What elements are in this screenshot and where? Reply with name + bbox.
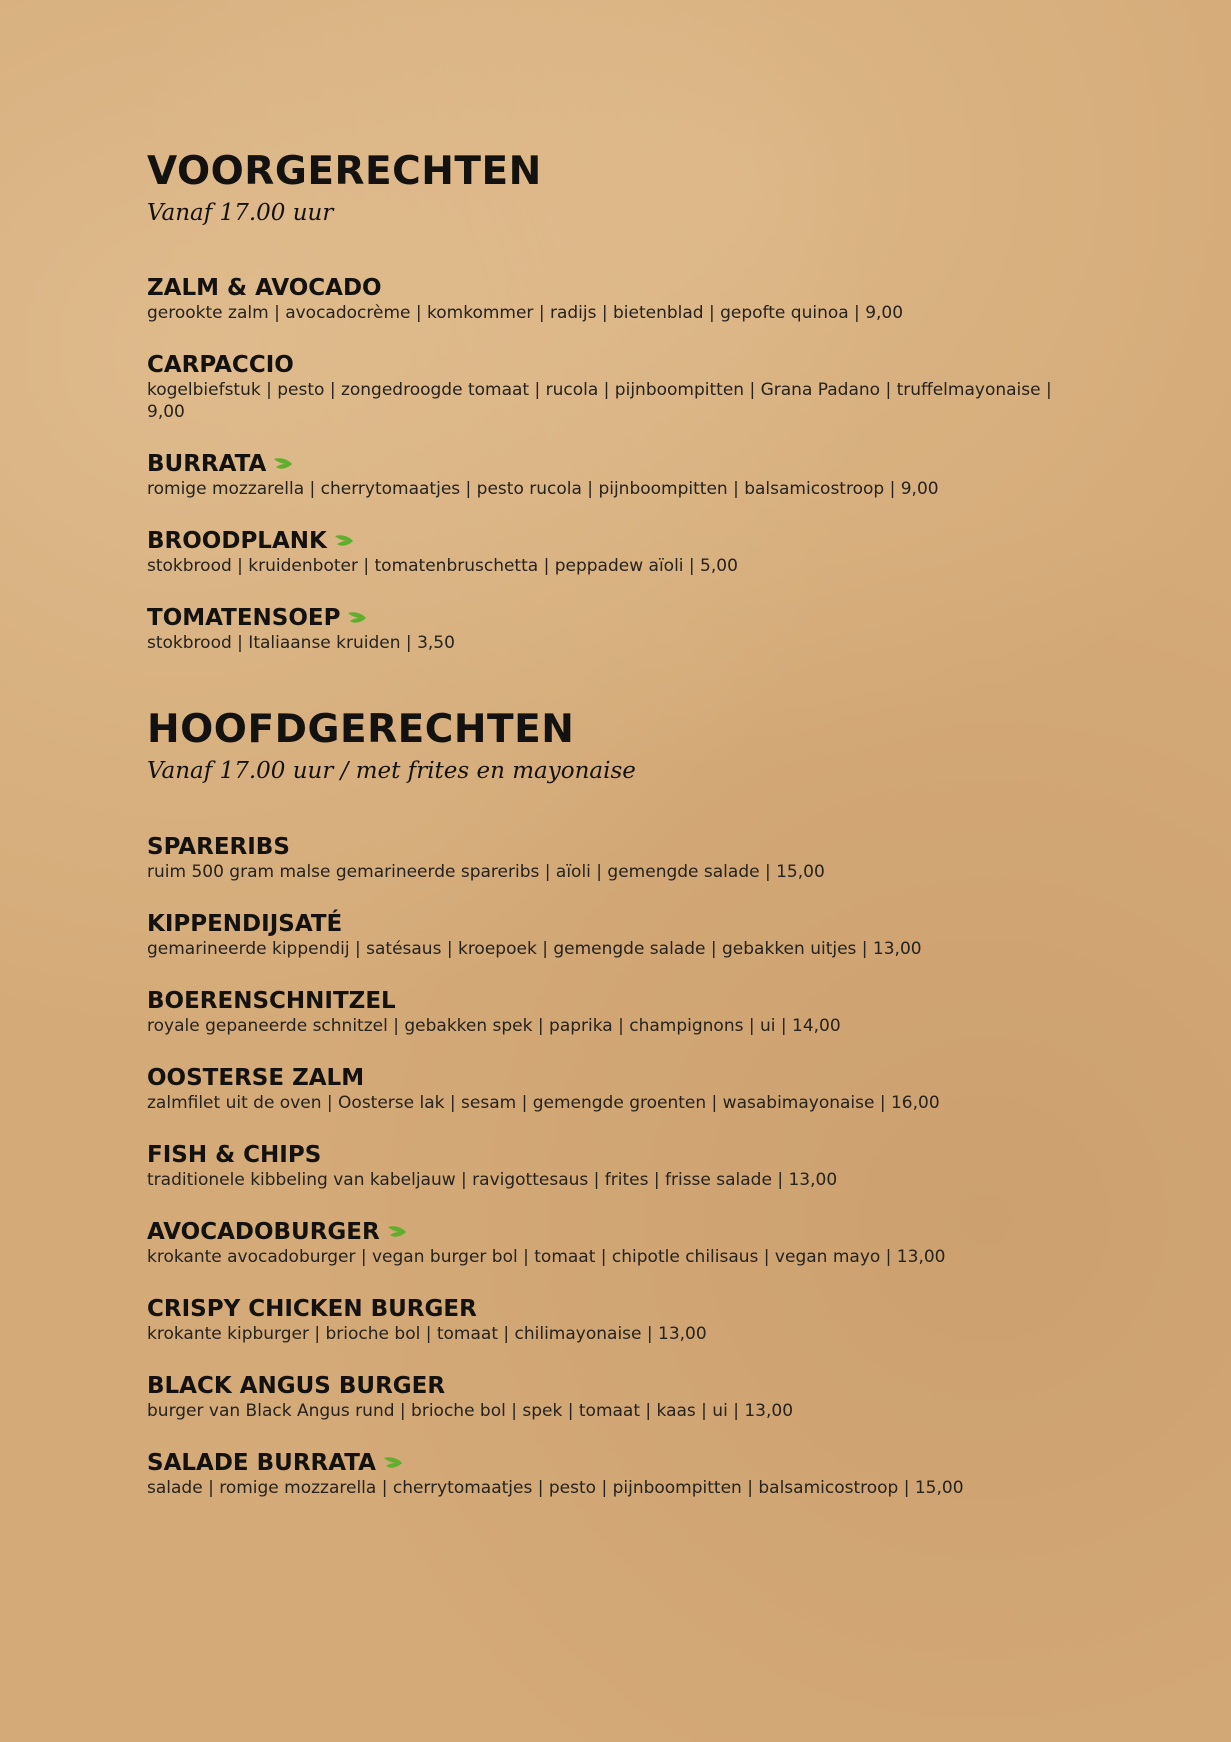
section-title: HOOFDGERECHTEN: [147, 707, 575, 752]
menu-item-name-text: CARPACCIO: [147, 352, 294, 378]
menu-item-description: gemarineerde kippendij | satésaus | kroepoek | gemengde salade | gebakken uitjes | 13,00: [147, 939, 922, 959]
leaf-icon: [347, 611, 367, 625]
menu-item-description: ruim 500 gram malse gemarineerde spareribs | aïoli | gemengde salade | 15,00: [147, 862, 825, 882]
menu-item-name: [147, 527, 1087, 555]
menu-item: [147, 1141, 1087, 1191]
menu-item-name-text: AVOCADOBURGER: [147, 1219, 380, 1245]
menu-item-description: royale gepaneerde schnitzel | gebakken spek | paprika | champignons | ui | 14,00: [147, 1016, 841, 1036]
menu-item-name: [147, 910, 1087, 938]
menu-item-name: [147, 987, 1087, 1015]
leaf-icon: [334, 534, 354, 548]
menu-item-description: krokante avocadoburger | vegan burger bol | tomaat | chipotle chilisaus | vegan mayo | 13,00: [147, 1247, 946, 1267]
menu-item-name-text: BLACK ANGUS BURGER: [147, 1373, 446, 1399]
menu-item-description: gerookte zalm | avocadocrème | komkommer | radijs | bietenblad | gepofte quinoa | 9,00: [147, 303, 904, 323]
section-voorgerechten: [147, 148, 1087, 654]
menu-page: [147, 148, 1087, 1526]
menu-item-description: stokbrood | kruidenboter | tomatenbruschetta | peppadew aïoli | 5,00: [147, 556, 738, 576]
menu-item-name: [147, 833, 1087, 861]
menu-item: [147, 604, 1087, 654]
leaf-icon: [273, 457, 293, 471]
menu-item: [147, 351, 1087, 423]
menu-item-description: krokante kipburger | brioche bol | tomaat | chilimayonaise | 13,00: [147, 1324, 707, 1344]
menu-item: [147, 1295, 1087, 1345]
menu-item-description: zalmfilet uit de oven | Oosterse lak | sesam | gemengde groenten | wasabimayonaise | 16,00: [147, 1093, 940, 1113]
menu-item-name: [147, 1141, 1087, 1169]
menu-item-description: stokbrood | Italiaanse kruiden | 3,50: [147, 633, 455, 653]
menu-item: [147, 1218, 1087, 1268]
menu-item-description: romige mozzarella | cherrytomaatjes | pesto rucola | pijnboompitten | balsamicostroop | 9,00: [147, 479, 939, 499]
menu-item: [147, 1372, 1087, 1422]
menu-item: [147, 274, 1087, 324]
menu-item-name-text: BURRATA: [147, 451, 267, 477]
menu-item-name: [147, 1064, 1087, 1092]
menu-item: [147, 833, 1087, 883]
section-subtitle: Vanaf 17.00 uur / met frites en mayonaise: [147, 758, 636, 784]
menu-item-name-text: FISH & CHIPS: [147, 1142, 322, 1168]
menu-item-name-text: SALADE BURRATA: [147, 1450, 376, 1476]
menu-item-name: [147, 1449, 1087, 1477]
menu-item-name-text: KIPPENDIJSATÉ: [147, 911, 343, 937]
menu-items-list: [147, 833, 1087, 1499]
section-subtitle: Vanaf 17.00 uur: [147, 200, 334, 226]
menu-item-name-text: OOSTERSE ZALM: [147, 1065, 365, 1091]
menu-item-name: [147, 1295, 1087, 1323]
menu-item: [147, 1064, 1087, 1114]
section-title: VOORGERECHTEN: [147, 149, 542, 194]
menu-item-description: burger van Black Angus rund | brioche bol | spek | tomaat | kaas | ui | 13,00: [147, 1401, 794, 1421]
menu-item: [147, 1449, 1087, 1499]
menu-item-name: [147, 604, 1087, 632]
menu-item-name-text: CRISPY CHICKEN BURGER: [147, 1296, 477, 1322]
menu-item-name: [147, 1372, 1087, 1400]
menu-item-name-text: SPARERIBS: [147, 834, 290, 860]
menu-item-name: [147, 351, 1087, 379]
menu-item-description: kogelbiefstuk | pesto | zongedroogde tomaat | rucola | pijnboompitten | Grana Padano | truffelmayonaise | 9,00: [147, 380, 1052, 422]
menu-item-name-text: BOERENSCHNITZEL: [147, 988, 396, 1014]
leaf-icon: [387, 1225, 407, 1239]
menu-item-name: [147, 450, 1087, 478]
menu-item-description: salade | romige mozzarella | cherrytomaatjes | pesto | pijnboompitten | balsamicostroop | 15,00: [147, 1478, 964, 1498]
menu-item-name: [147, 1218, 1087, 1246]
menu-item-name-text: BROODPLANK: [147, 528, 327, 554]
menu-items-list: [147, 274, 1087, 654]
menu-item: [147, 527, 1087, 577]
leaf-icon: [383, 1456, 403, 1470]
menu-item-name-text: ZALM & AVOCADO: [147, 275, 382, 301]
menu-item-name: [147, 274, 1087, 302]
menu-item-description: traditionele kibbeling van kabeljauw | ravigottesaus | frites | frisse salade | 13,00: [147, 1170, 838, 1190]
menu-item-name-text: TOMATENSOEP: [147, 605, 341, 631]
menu-item: [147, 450, 1087, 500]
menu-item: [147, 910, 1087, 960]
section-hoofdgerechten: [147, 706, 1087, 1499]
menu-item: [147, 987, 1087, 1037]
